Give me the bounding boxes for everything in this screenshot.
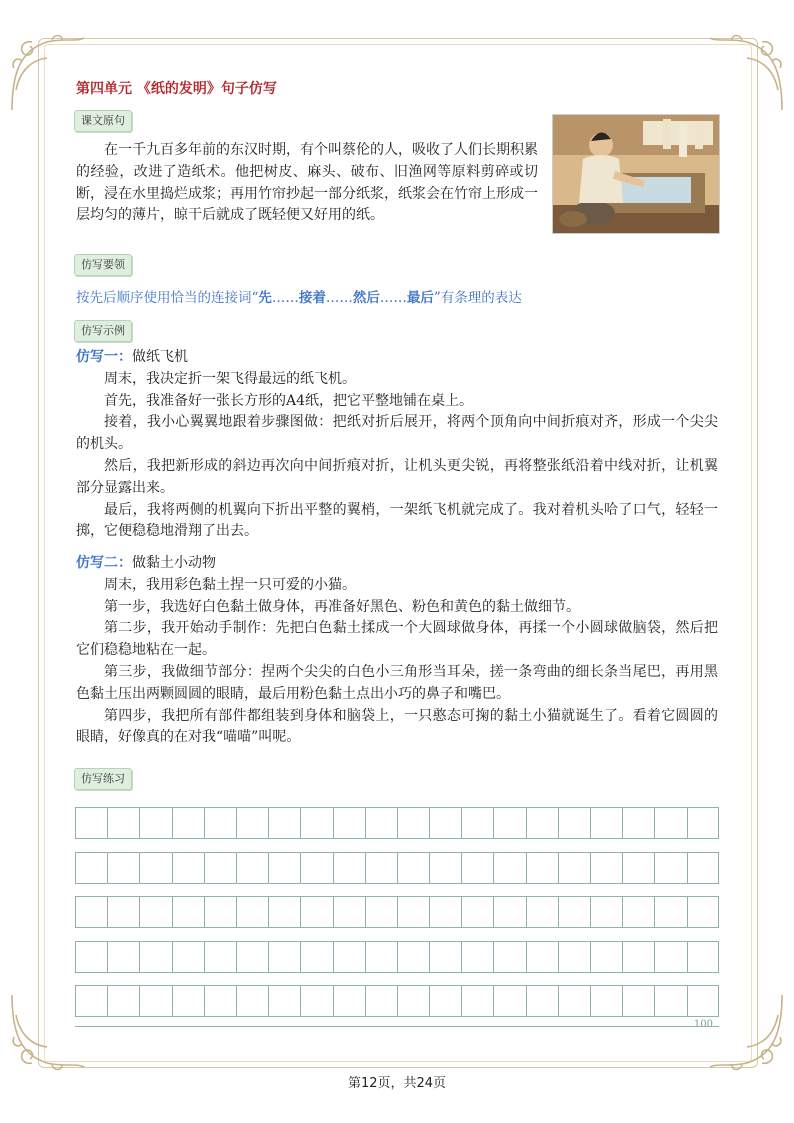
grid-cell[interactable]: [526, 852, 558, 884]
grid-cell[interactable]: [236, 852, 268, 884]
example-paragraph: 第三步，我做细节部分：捏两个尖尖的白色小三角形当耳朵，搓一条弯曲的细长条当尾巴，再用黑色黏土压出两颗圆圆的眼睛，最后用粉色黏土点出小巧的鼻子和嘴巴。: [76, 663, 718, 702]
grid-cell[interactable]: [429, 985, 461, 1017]
tag-examples: 仿写示例: [74, 320, 132, 342]
grid-cell[interactable]: [365, 807, 397, 839]
grid-cell[interactable]: [236, 941, 268, 973]
grid-cell[interactable]: [622, 985, 654, 1017]
grid-cell[interactable]: [622, 941, 654, 973]
grid-cell[interactable]: [268, 896, 300, 928]
grid-cell[interactable]: [461, 941, 493, 973]
example-paragraph: 首先，我准备好一张长方形的A4纸，把它平整地铺在桌上。: [104, 392, 474, 409]
writing-grid[interactable]: [75, 807, 719, 1029]
grid-cell[interactable]: [107, 941, 139, 973]
grid-cell[interactable]: [107, 807, 139, 839]
corner-ornament-icon: [702, 30, 792, 120]
grid-cell[interactable]: [139, 807, 171, 839]
grid-cell[interactable]: [139, 941, 171, 973]
example-title: 做纸飞机: [132, 349, 188, 365]
grid-cell[interactable]: [558, 807, 590, 839]
grid-cell[interactable]: [236, 896, 268, 928]
grid-cell[interactable]: [397, 896, 429, 928]
grid-cell[interactable]: [397, 807, 429, 839]
grid-row: [75, 896, 719, 928]
grid-cell[interactable]: [365, 896, 397, 928]
grid-cell[interactable]: [300, 807, 332, 839]
grid-cell[interactable]: [590, 852, 622, 884]
grid-cell[interactable]: [268, 852, 300, 884]
ellipsis: ……: [379, 290, 407, 306]
grid-cell[interactable]: [493, 985, 525, 1017]
grid-cell[interactable]: [397, 852, 429, 884]
example-two: [76, 553, 718, 749]
grid-cell[interactable]: [461, 807, 493, 839]
grid-cell[interactable]: [75, 807, 107, 839]
grid-cell[interactable]: [75, 852, 107, 884]
grid-cell[interactable]: [107, 896, 139, 928]
grid-cell[interactable]: [461, 896, 493, 928]
example-paragraph: 最后，我将两侧的机翼向下折出平整的翼梢，一架纸飞机就完成了。我对着机头哈了口气，轻轻一掷，它便稳稳地滑翔了出去。: [76, 501, 718, 540]
grid-cell[interactable]: [204, 807, 236, 839]
grid-row: [75, 807, 719, 839]
example-heading: [76, 347, 718, 369]
grid-cell[interactable]: [461, 985, 493, 1017]
grid-cell[interactable]: [397, 985, 429, 1017]
original-paragraph: 在一千九百多年前的东汉时期，有个叫蔡伦的人，吸收了人们长期积累的经验，改进了造纸术。他把树皮、麻头、破布、旧渔网等原料剪碎或切断，浸在水里捣烂成浆；再用竹帘抄起一部分纸浆，纸浆会在竹帘上形成一层均匀的薄片，晾干后就成了既轻便又好用的纸。: [76, 142, 538, 224]
example-one: [76, 347, 718, 543]
grid-cell[interactable]: [687, 807, 719, 839]
grid-cell[interactable]: [236, 807, 268, 839]
ellipsis: ……: [325, 290, 353, 306]
connector-word: 然后: [352, 290, 380, 306]
grid-cell[interactable]: [172, 852, 204, 884]
grid-cell[interactable]: [590, 941, 622, 973]
grid-cell[interactable]: [204, 896, 236, 928]
grid-cell[interactable]: [268, 941, 300, 973]
grid-cell[interactable]: [622, 807, 654, 839]
grid-cell[interactable]: [622, 896, 654, 928]
example-paragraph: 周末，我用彩色黏土捏一只可爱的小猫。: [104, 576, 356, 593]
grid-cell[interactable]: [687, 896, 719, 928]
grid-cell[interactable]: [300, 896, 332, 928]
grid-cell[interactable]: [268, 807, 300, 839]
grid-cell[interactable]: [558, 985, 590, 1017]
grid-cell[interactable]: [397, 941, 429, 973]
grid-row: [75, 985, 719, 1017]
unit-title: 第四单元 《纸的发明》句子仿写: [76, 81, 277, 97]
example-label: 仿写二：: [76, 555, 132, 571]
grid-cell[interactable]: [526, 896, 558, 928]
grid-row: [75, 852, 719, 884]
grid-cell[interactable]: [526, 985, 558, 1017]
example-title: 做黏土小动物: [132, 555, 216, 571]
grid-cell[interactable]: [687, 852, 719, 884]
grid-cell[interactable]: [268, 985, 300, 1017]
example-paragraph: 周末，我决定折一架飞得最远的纸飞机。: [104, 370, 356, 387]
example-paragraph: 第一步，我选好白色黏土做身体，再准备好黑色、粉色和黄色的黏土做细节。: [104, 598, 580, 615]
grid-cell[interactable]: [429, 896, 461, 928]
requirement-suffix: ”有条理的表达: [433, 290, 522, 306]
grid-cell[interactable]: [139, 985, 171, 1017]
grid-cell[interactable]: [654, 941, 686, 973]
corner-ornament-icon: [2, 30, 92, 120]
grid-cell[interactable]: [493, 852, 525, 884]
grid-cell[interactable]: [429, 852, 461, 884]
grid-cell[interactable]: [333, 985, 365, 1017]
grid-cell[interactable]: [75, 896, 107, 928]
grid-cell[interactable]: [526, 807, 558, 839]
grid-cell[interactable]: [333, 807, 365, 839]
grid-cell[interactable]: [654, 852, 686, 884]
example-paragraph: 接着，我小心翼翼地跟着步骤图做：把纸对折后展开，将两个顶角向中间折痕对齐，形成一个尖尖的机头。: [76, 414, 718, 453]
grid-cell[interactable]: [172, 807, 204, 839]
requirement-text: [76, 286, 522, 306]
grid-cell[interactable]: [300, 852, 332, 884]
grid-cell[interactable]: [300, 941, 332, 973]
grid-cell[interactable]: [75, 985, 107, 1017]
example-heading: [76, 553, 718, 575]
tag-requirement: 仿写要领: [74, 254, 132, 276]
grid-cell[interactable]: [204, 985, 236, 1017]
tag-practice: 仿写练习: [74, 768, 132, 790]
original-text-block: [76, 140, 538, 227]
grid-cell[interactable]: [75, 941, 107, 973]
grid-cell[interactable]: [429, 807, 461, 839]
grid-cell[interactable]: [687, 985, 719, 1017]
grid-row: [75, 941, 719, 973]
grid-cell[interactable]: [107, 852, 139, 884]
grid-cell[interactable]: [493, 896, 525, 928]
grid-cell[interactable]: [526, 941, 558, 973]
grid-cell[interactable]: [654, 985, 686, 1017]
grid-cell[interactable]: [622, 852, 654, 884]
papermaking-illustration: [552, 114, 720, 234]
connector-word: 最后: [406, 290, 434, 306]
grid-cell[interactable]: [493, 807, 525, 839]
grid-cell[interactable]: [333, 941, 365, 973]
grid-cell[interactable]: [590, 807, 622, 839]
grid-cell[interactable]: [429, 941, 461, 973]
grid-cell[interactable]: [172, 985, 204, 1017]
grid-cell[interactable]: [461, 852, 493, 884]
grid-cell[interactable]: [493, 941, 525, 973]
character-count-label: 100: [693, 1019, 713, 1030]
grid-cell[interactable]: [365, 941, 397, 973]
grid-cell[interactable]: [590, 896, 622, 928]
requirement-prefix: 按先后顺序使用恰当的连接词“: [76, 290, 259, 306]
grid-cell[interactable]: [365, 852, 397, 884]
example-label: 仿写一：: [76, 349, 132, 365]
grid-cell[interactable]: [654, 807, 686, 839]
grid-cell[interactable]: [365, 985, 397, 1017]
grid-cell[interactable]: [333, 852, 365, 884]
grid-cell[interactable]: [172, 941, 204, 973]
grid-cell[interactable]: [558, 941, 590, 973]
ellipsis: ……: [271, 290, 299, 306]
connector-word: 接着: [298, 290, 326, 306]
grid-cell[interactable]: [139, 852, 171, 884]
example-paragraph: 第四步，我把所有部件都组装到身体和脑袋上，一只憨态可掬的黏土小猫就诞生了。看着它圆圆的眼睛，好像真的在对我“喵喵”叫呢。: [76, 707, 718, 746]
grid-bottom-line: [75, 1026, 719, 1027]
grid-cell[interactable]: [590, 985, 622, 1017]
connector-word: 先: [258, 290, 272, 306]
grid-cell[interactable]: [204, 852, 236, 884]
example-paragraph: 然后，我把新形成的斜边再次向中间折痕对折，让机头更尖锐，再将整张纸沿着中线对折，让机翼部分显露出来。: [76, 457, 718, 496]
grid-cell[interactable]: [107, 985, 139, 1017]
grid-cell[interactable]: [687, 941, 719, 973]
grid-cell[interactable]: [654, 896, 686, 928]
grid-cell[interactable]: [333, 896, 365, 928]
grid-cell[interactable]: [139, 896, 171, 928]
page-number: 第12页，共24页: [347, 1076, 447, 1091]
grid-cell[interactable]: [558, 852, 590, 884]
example-paragraph: 第二步，我开始动手制作：先把白色黏土揉成一个大圆球做身体，再揉一个小圆球做脑袋，然后把它们稳稳地粘在一起。: [76, 620, 718, 659]
grid-cell[interactable]: [236, 985, 268, 1017]
tag-original: 课文原句: [74, 110, 132, 132]
grid-cell[interactable]: [300, 985, 332, 1017]
grid-cell[interactable]: [172, 896, 204, 928]
grid-cell[interactable]: [204, 941, 236, 973]
grid-cell[interactable]: [558, 896, 590, 928]
